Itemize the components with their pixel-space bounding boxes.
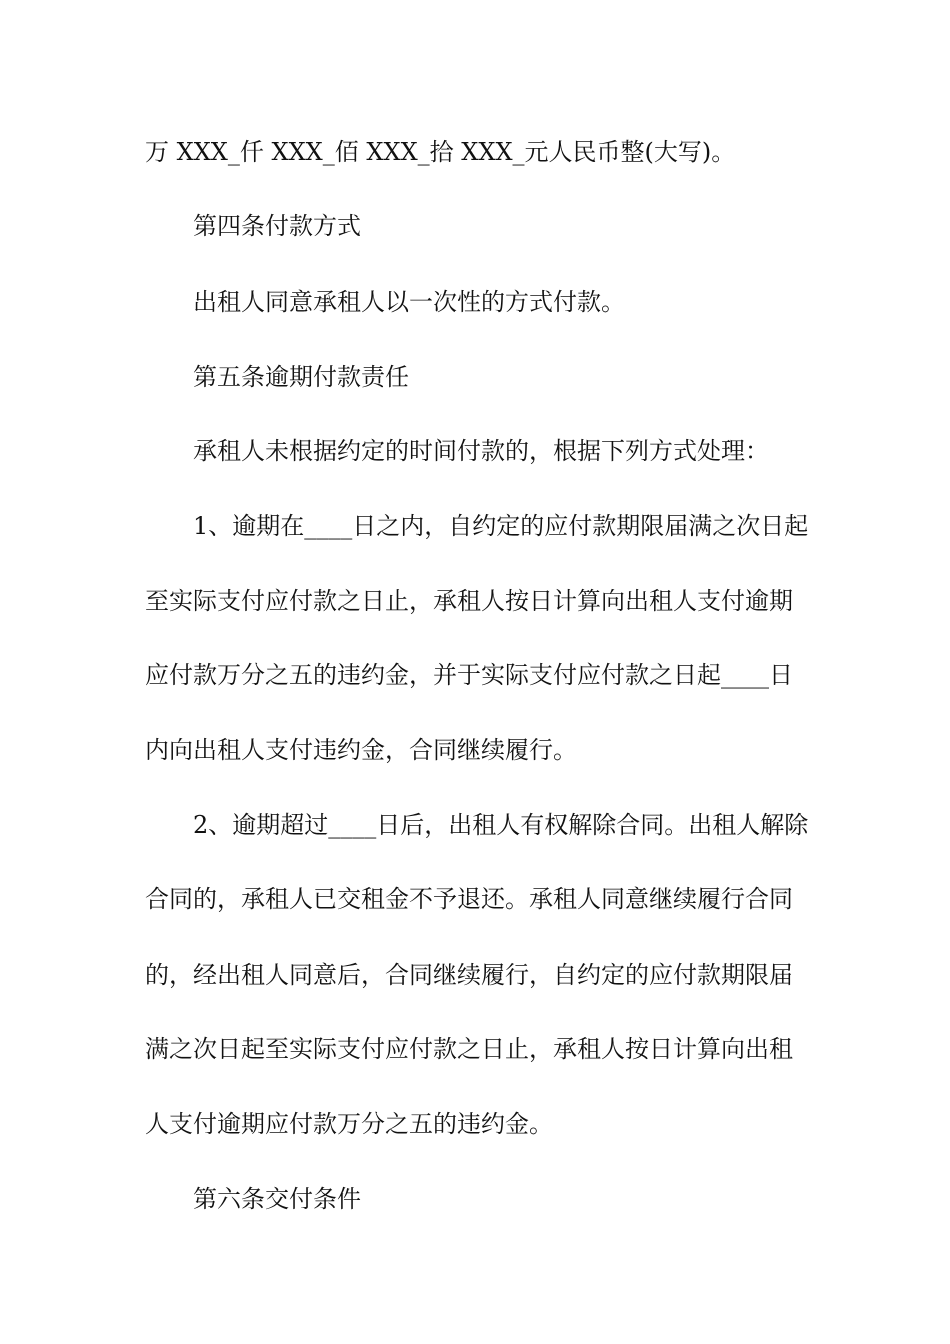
clause-2-line-2: 合同的，承租人已交租金不予退还。承租人同意继续履行合同 [145,885,793,913]
clause-2-line-1: 2、逾期超过____日后，出租人有权解除合同。出租人解除 [193,811,809,839]
article-5-heading: 第五条逾期付款责任 [193,363,409,391]
clause-1-line-3: 应付款万分之五的违约金，并于实际支付应付款之日起____日 [145,661,793,689]
clause-2-line-5: 人支付逾期应付款万分之五的违约金。 [145,1110,553,1138]
clause-1-line-2: 至实际支付应付款之日止，承租人按日计算向出租人支付逾期 [145,587,793,615]
article-5-intro: 承租人未根据约定的时间付款的，根据下列方式处理： [193,437,769,465]
clause-1-line-1: 1、逾期在____日之内，自约定的应付款期限届满之次日起 [193,512,809,540]
article-4-heading: 第四条付款方式 [193,212,361,240]
article-4-text: 出租人同意承租人以一次性的方式付款。 [193,288,625,316]
clause-1-line-4: 内向出租人支付违约金，合同继续履行。 [145,736,577,764]
clause-2-line-4: 满之次日起至实际支付应付款之日止，承租人按日计算向出租 [145,1035,793,1063]
clause-2-line-3: 的，经出租人同意后，合同继续履行，自约定的应付款期限届 [145,961,793,989]
article-6-heading: 第六条交付条件 [193,1185,361,1213]
amount-line: 万 XXX_仟 XXX_佰 XXX_拾 XXX_元人民币整(大写)。 [145,138,736,166]
